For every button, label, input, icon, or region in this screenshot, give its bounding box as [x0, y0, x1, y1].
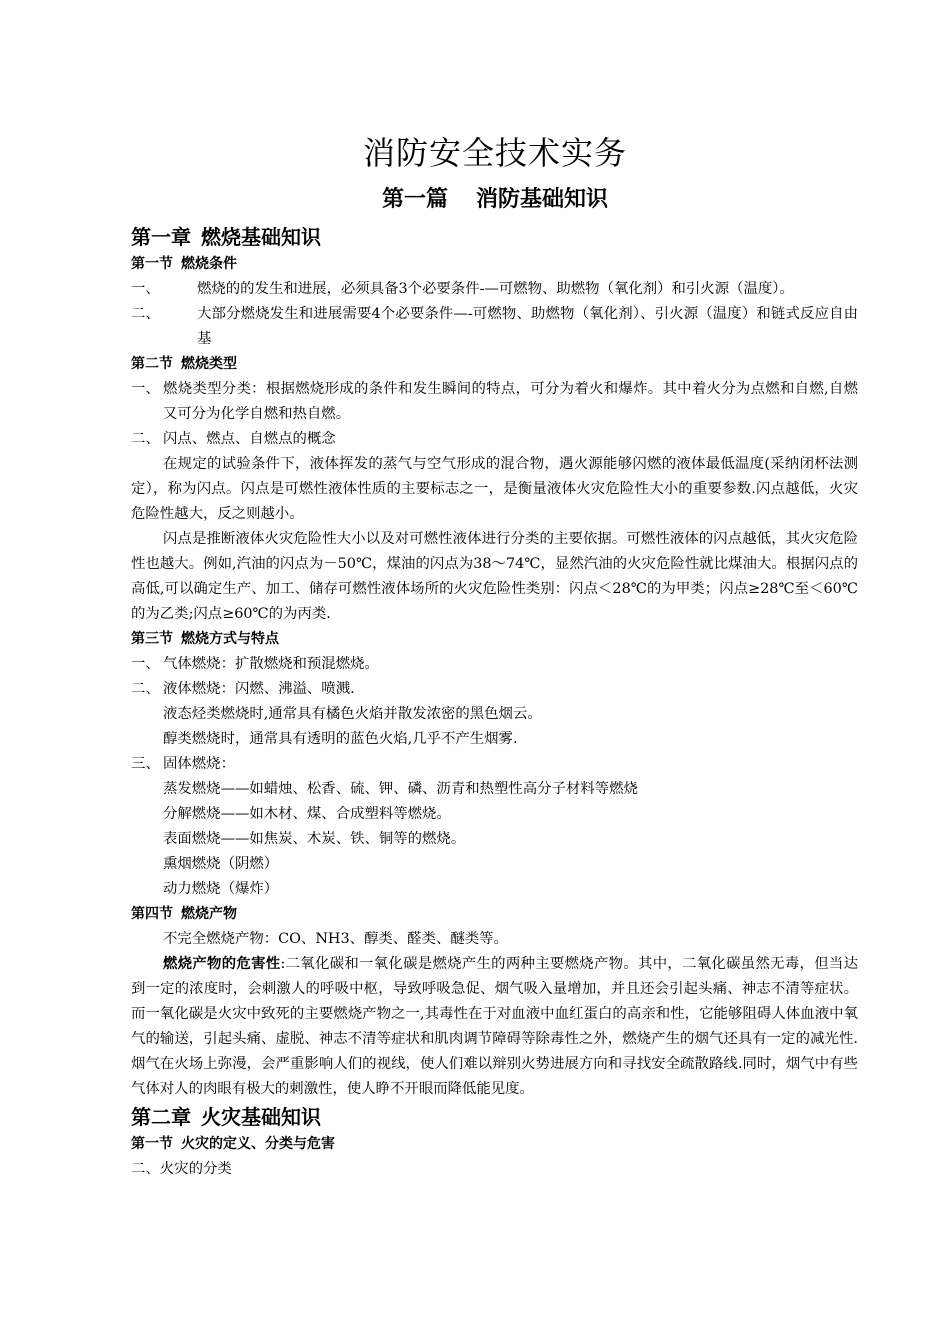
chapter-2-section-1-heading	[131, 1132, 858, 1157]
list-item	[131, 427, 858, 452]
list-item	[131, 302, 858, 352]
section-number: 第三节	[131, 631, 173, 647]
section-name: 燃烧条件	[181, 256, 237, 272]
list-marker: 二、	[131, 306, 160, 322]
chapter-2-heading	[131, 1102, 858, 1132]
chapter-1-heading	[131, 222, 858, 252]
part-heading	[0, 182, 950, 213]
section-1-heading	[131, 252, 858, 277]
chapter-name: 燃烧基础知识	[201, 225, 321, 249]
chapter-number: 第一章	[131, 225, 191, 249]
list-item	[131, 652, 858, 677]
sub-item: 醇类燃烧时，通常具有透明的蓝色火焰,几乎不产生烟雾.	[163, 731, 518, 747]
chapter-name: 火灾基础知识	[201, 1105, 321, 1129]
list-text: 燃烧类型分类：根据燃烧形成的条件和发生瞬间的特点，可分为着火和爆炸。其中着火分为点燃和自燃,自燃又可分为化学自燃和热自燃。	[163, 381, 858, 422]
list-item	[131, 277, 858, 302]
list-marker: 一、	[131, 656, 160, 672]
list-marker: 二、	[131, 431, 160, 447]
section-number: 第一节	[131, 256, 173, 272]
document-title: 消防安全技术实务	[362, 134, 627, 172]
sub-item: 表面燃烧——如焦炭、木炭、铁、铜等的燃烧。	[163, 831, 466, 847]
section-name: 火灾的定义、分类与危害	[181, 1136, 335, 1152]
sub-item: 蒸发燃烧——如蜡烛、松香、硫、钾、磷、沥青和热塑性高分子材料等燃烧	[163, 781, 638, 797]
paragraph-flash-point-classification: 闪点是推断液体火灾危险性大小以及对可燃性液体进行分类的主要依据。可燃性液体的闪点越低，其火灾危险性也越大。例如,汽油的闪点为－50℃，煤油的闪点为38～74℃，显然汽油的火灾危险性就比煤油大。根据闪点的高低,可以确定生产、加工、储存可燃性液体场所的火灾危险性类别：闪点＜28℃的为甲类；闪点≥28℃至＜60℃的为乙类;闪点≥60℃的为丙类.	[131, 531, 858, 622]
section-name: 燃烧方式与特点	[181, 631, 279, 647]
sub-item: 动力燃烧（爆炸）	[163, 881, 279, 897]
document-body	[131, 222, 858, 1182]
chapter-number: 第二章	[131, 1105, 191, 1129]
list-text: 燃烧的的发生和进展，必须具备3个必要条件-—可燃物、助燃物（氧化剂）和引火源（温度）。	[197, 281, 794, 297]
paragraph-flash-point-definition: 在规定的试验条件下，液体挥发的蒸气与空气形成的混合物，遇火源能够闪燃的液体最低温度(采纳闭杯法测定），称为闪点。闪点是可燃性液体性质的主要标志之一，是衡量液体火灾危险性大小的重要参数.闪点越低，火灾危险性越大，反之则越小。	[131, 456, 858, 522]
section-3-heading	[131, 627, 858, 652]
list-text: 闪点、燃点、自燃点的概念	[163, 431, 336, 447]
section-4-heading	[131, 902, 858, 927]
section-name: 燃烧产物	[181, 906, 237, 922]
list-marker: 三、	[131, 756, 160, 772]
list-item	[131, 677, 858, 702]
list-item	[131, 377, 858, 427]
sub-item: 分解燃烧——如木材、煤、合成塑料等燃烧。	[163, 806, 451, 822]
part-number: 第一篇	[381, 187, 448, 212]
list-text: 气体燃烧：扩散燃烧和预混燃烧。	[163, 656, 379, 672]
section-name: 燃烧类型	[181, 356, 237, 372]
list-text: 固体燃烧：	[163, 756, 235, 772]
list-marker: 一、	[131, 381, 160, 397]
section-number: 第四节	[131, 906, 173, 922]
list-marker: 二、	[131, 681, 160, 697]
list-item	[131, 752, 858, 777]
bold-term: 燃烧产物的危害性	[163, 956, 281, 972]
list-text: 大部分燃烧发生和进展需要4个必要条件—-可燃物、助燃物（氧化剂）、引火源（温度）和链式反应自由基	[197, 306, 858, 347]
sub-item: 熏烟燃烧（阴燃）	[163, 856, 279, 872]
list-text: 液体燃烧：闪燃、沸溢、喷溅.	[163, 681, 355, 697]
sub-item: 液态烃类燃烧时,通常具有橘色火焰并散发浓密的黑色烟云。	[163, 706, 542, 722]
paragraph-text: :二氧化碳和一氧化碳是燃烧产生的两种主要燃烧产物。其中，二氧化碳虽然无毒，但当达到一定的浓度时，会刺激人的呼吸中枢，导致呼吸急促、烟气吸入量增加，并且还会引起头痛、神志不清等症状。而一氧化碳是火灾中致死的主要燃烧产物之一,其毒性在于对血液中血红蛋白的高亲和性，它能够阻碍人体血液中氧气的输送，引起头痛、虚脱、神志不清等症状和肌肉调节障碍等除毒性之外，燃烧产生的烟气还具有一定的减光性.烟气在火场上弥漫，会严重影响人们的视线，使人们难以辩别火势进展方向和寻找安全疏散路线.同时，烟气中有些气体对人的肉眼有极大的刺激性，使人睁不开眼而降低能见度。	[131, 956, 858, 1097]
section-2-heading	[131, 352, 858, 377]
paragraph-product-hazards	[131, 952, 858, 1102]
paragraph-incomplete-products: 不完全燃烧产物：CO、NH3、醇类、醛类、醚类等。	[163, 931, 508, 947]
section-number: 第一节	[131, 1136, 173, 1152]
list-marker: 一、	[131, 281, 160, 297]
part-name: 消防基础知识	[476, 187, 609, 212]
list-item: 二、火灾的分类	[131, 1161, 232, 1177]
section-number: 第二节	[131, 356, 173, 372]
